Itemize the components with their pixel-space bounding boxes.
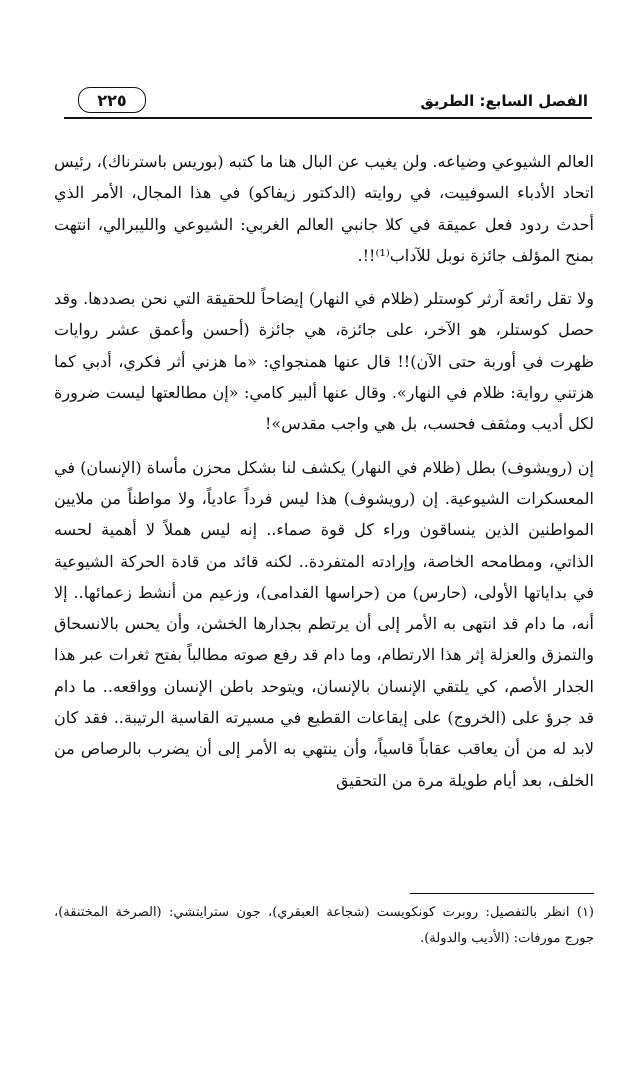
header-rule — [64, 117, 592, 119]
page-number-badge — [78, 87, 146, 113]
page-number: ٢٢٥ — [97, 90, 127, 110]
paragraph-1: العالم الشيوعي وضياعه. ولن يغيب عن البال هنا ما كتبه (بوريس باسترناك)، رئيس اتحاد الأدباء السوفييت، في روايته (الدكتور زيفاكو) في هذا المجال، الأمر الذي أحدث ردود فعل عميقة في كلا جانبي العالم الغربي: الشيوعي والليبرالي، انتهت بمنح المؤلف جائزة نوبل للآداب⁽¹⁾!!. — [54, 152, 594, 265]
paragraph-2: ولا تقل رائعة آرثر كوستلر (ظلام في النهار) إيضاحاً للحقيقة التي نحن بصددها. وقد حصل كوستلر، هو الآخر، على جائزة، هي جائزة (أحسن وأعمق عشر روايات ظهرت في أوربة حتى الآن)!! قال عنها همنجواي: «ما هزني أثر فكري، أدبي كما هزتني رواية: ظلام في النهار». وقال عنها ألبير كامي: «إن مطالعتها ليست ضرورة لكل أديب ومثقف فحسب، بل هي واجب مقدس»! — [54, 289, 594, 434]
footnote: (١) انظر بالتفصيل: روبرت كونكويست (شجاعة العبقري)، جون سترايتشي: (الصرخة المختنقة)، جورج مورفات: (الأديب والدولة). — [54, 905, 594, 946]
paragraph-3: إن (رويشوف) بطل (ظلام في النهار) يكشف لنا بشكل محزن مأساة (الإنسان) في المعسكرات الشيوعية. إن (رويشوف) هذا ليس فرداً عادياً، ولا مواطناً من ملايين المواطنين الذين ينساقون وراء كل قوة صماء.. إنه ليس هملاً لا أهمية لحسه الذاتي، ومطامحه الخاصة، وإرادته المتفردة.. لكنه قائد من قادة الحركة الشيوعية في بداياتها الأولى، (حارس) من (حراسها القدامى)، وزعيم من أنشط زعمائها.. إلا أنه، ما دام قد انتهى به الأمر إلى أن يرتطم بجدارها الخشن، وأن يحس بالانسحاق والتمزق والعزلة إثر هذا الارتطام، وما دام قد رفع صوته مطالباً بفتح ثغرات عبر هذا الجدار الأصم، كي يلتقي الإنسان بالإنسان، ويتوحد باطن الإنسان وواقعه.. ما دام قد جرؤ على (الخروج) على إيقاعات القطيع في مسيرته القاسية الرتيبة.. فقد كان لابد له من أن يعاقب عقاباً قاسياً، وأن ينتهي به الأمر إلى أن يضرب بالرصاص من الخلف، بعد أيام طويلة مرة من التحقيق — [54, 457, 594, 790]
footnote-rule — [410, 893, 594, 894]
body-text — [54, 146, 594, 796]
running-title: الفصل السابع: الطريق — [420, 92, 588, 110]
page-header — [64, 82, 592, 122]
